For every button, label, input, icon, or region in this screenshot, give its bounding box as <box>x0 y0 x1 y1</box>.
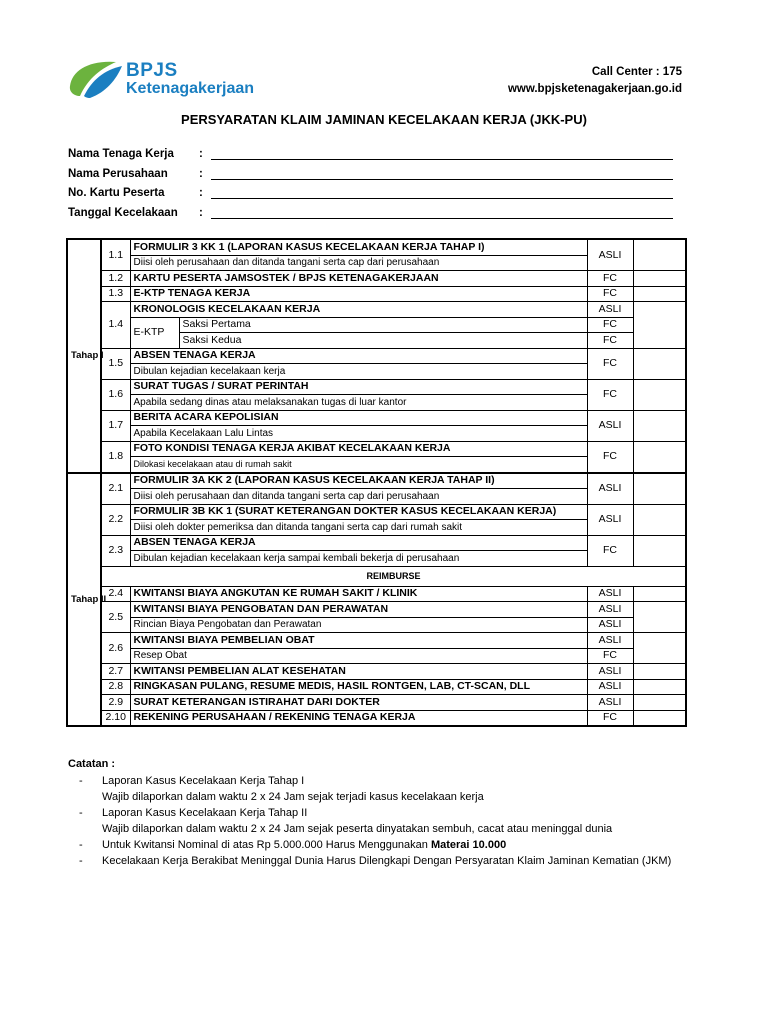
table-row <box>67 348 686 364</box>
table-row <box>67 535 686 551</box>
note-item <box>68 805 671 821</box>
status-cell: FC <box>587 348 633 379</box>
check-cell[interactable] <box>633 286 686 302</box>
status-cell: ASLI <box>587 302 633 318</box>
bpjs-logo <box>66 56 266 102</box>
table-row <box>67 602 686 618</box>
check-cell[interactable] <box>633 410 686 441</box>
document-title: RINGKASAN PULANG, RESUME MEDIS, HASIL RONTGEN, LAB, CT-SCAN, DLL <box>130 679 587 695</box>
field-label: No. Kartu Peserta <box>68 187 165 199</box>
status-cell: ASLI <box>587 633 633 649</box>
table-row <box>67 317 686 333</box>
document-note: Diisi oleh perusahaan dan ditanda tangani serta cap dari perusahaan <box>130 255 587 271</box>
requirements-table <box>66 238 687 727</box>
field-label: Nama Perusahaan <box>68 167 168 180</box>
table-row <box>67 410 686 426</box>
table-row <box>67 473 686 489</box>
document-title: FORMULIR 3A KK 2 (LAPORAN KASUS KECELAKAAN KERJA TAHAP II) <box>130 473 587 489</box>
status-cell: ASLI <box>587 410 633 441</box>
row-number: 2.2 <box>101 504 130 535</box>
bullet-dash: - <box>79 839 83 851</box>
status-cell: ASLI <box>587 664 633 680</box>
reimburse-header: REIMBURSE <box>101 566 686 586</box>
document-note: Diisi oleh perusahaan dan ditanda tangani serta cap dari perusahaan <box>130 489 587 505</box>
row-number: 2.5 <box>101 602 130 633</box>
document-title: SURAT KETERANGAN ISTIRAHAT DARI DOKTER <box>130 695 587 711</box>
tahap-2-label: Tahap II <box>67 473 101 727</box>
row-number: 2.7 <box>101 664 130 680</box>
document-sub-item: Saksi Pertama <box>179 317 587 333</box>
document-title: PERSYARATAN KLAIM JAMINAN KECELAKAAN KERJA (JKK-PU) <box>181 112 587 127</box>
check-cell[interactable] <box>633 302 686 349</box>
table-row <box>67 302 686 318</box>
field-colon: : <box>199 206 203 219</box>
document-title: ABSEN TENAGA KERJA <box>130 535 587 551</box>
note-sub-text: Wajib dilaporkan dalam waktu 2 x 24 Jam sejak terjadi kasus kecelakaan kerja <box>102 791 484 803</box>
field-blank-line[interactable] <box>211 159 673 160</box>
note-text: Untuk Kwitansi Nominal di atas Rp 5.000.000 Harus Menggunakan <box>102 839 431 851</box>
document-title: KRONOLOGIS KECELAKAAN KERJA <box>130 302 587 318</box>
check-cell[interactable] <box>633 348 686 379</box>
document-title: KWITANSI BIAYA PEMBELIAN OBAT <box>130 633 587 649</box>
check-cell[interactable] <box>633 710 686 726</box>
document-note: Dibulan kejadian kecelakaan kerja sampai kembali bekerja di perusahaan <box>130 551 587 567</box>
status-cell: FC <box>587 648 633 664</box>
bullet-dash: - <box>79 855 83 867</box>
row-number: 2.9 <box>101 695 130 711</box>
document-note: Dibulan kejadian kecelakaan kerja <box>130 364 587 380</box>
row-number: 2.8 <box>101 679 130 695</box>
document-note: Apabila Kecelakaan Lalu Lintas <box>130 426 587 442</box>
status-cell: ASLI <box>587 617 633 633</box>
document-note: Resep Obat <box>130 648 587 664</box>
table-row <box>67 633 686 649</box>
document-title: ABSEN TENAGA KERJA <box>130 348 587 364</box>
note-text: Laporan Kasus Kecelakaan Kerja Tahap II <box>102 807 308 819</box>
tahap-1-label: Tahap I <box>67 239 101 473</box>
document-note: Rincian Biaya Pengobatan dan Perawatan <box>130 617 587 633</box>
row-number: 1.8 <box>101 441 130 473</box>
table-row <box>67 441 686 457</box>
row-number: 1.2 <box>101 271 130 287</box>
table-row <box>67 679 686 695</box>
bullet-dash: - <box>79 807 83 819</box>
status-cell: ASLI <box>587 679 633 695</box>
document-title: FORMULIR 3B KK 1 (SURAT KETERANGAN DOKTER KASUS KECELAKAAN KERJA) <box>130 504 587 520</box>
catatan-notes <box>68 756 671 869</box>
row-number: 1.1 <box>101 239 130 271</box>
note-text: Kecelakaan Kerja Berakibat Meninggal Dunia Harus Dilengkapi Dengan Persyaratan Klaim Jaminan Kematian (JKM) <box>102 855 672 867</box>
document-title: KARTU PESERTA JAMSOSTEK / BPJS KETENAGAKERJAAN <box>130 271 587 287</box>
status-cell: ASLI <box>587 586 633 602</box>
check-cell[interactable] <box>633 504 686 535</box>
document-title: SURAT TUGAS / SURAT PERINTAH <box>130 379 587 395</box>
table-row <box>67 271 686 287</box>
field-blank-line[interactable] <box>211 198 673 199</box>
note-item <box>68 837 671 853</box>
document-sub-item: Saksi Kedua <box>179 333 587 349</box>
table-row <box>67 504 686 520</box>
table-row <box>67 566 686 586</box>
field-colon: : <box>199 187 203 199</box>
status-cell: ASLI <box>587 504 633 535</box>
check-cell[interactable] <box>633 586 686 602</box>
table-row <box>67 648 686 664</box>
document-title: FOTO KONDISI TENAGA KERJA AKIBAT KECELAKAAN KERJA <box>130 441 587 457</box>
table-row <box>67 617 686 633</box>
bpjs-logo-mark-icon <box>66 56 124 102</box>
table-row <box>67 710 686 726</box>
status-cell: FC <box>587 441 633 473</box>
status-cell: ASLI <box>587 473 633 505</box>
logo-text-bpjs: BPJS <box>126 60 178 81</box>
status-cell: FC <box>587 535 633 566</box>
check-cell[interactable] <box>633 633 686 664</box>
field-label: Tanggal Kecelakaan <box>68 206 178 219</box>
document-note: Dilokasi kecelakaan atau di rumah sakit <box>130 457 587 473</box>
document-title: KWITANSI PEMBELIAN ALAT KESEHATAN <box>130 664 587 680</box>
row-number: 2.10 <box>101 710 130 726</box>
document-note: Diisi oleh dokter pemeriksa dan ditanda tangani serta cap dari rumah sakit <box>130 520 587 536</box>
check-cell[interactable] <box>633 679 686 695</box>
field-blank-line[interactable] <box>211 179 673 180</box>
status-cell: FC <box>587 710 633 726</box>
row-number: 2.3 <box>101 535 130 566</box>
status-cell: FC <box>587 333 633 349</box>
row-number: 1.5 <box>101 348 130 379</box>
note-item <box>68 773 671 789</box>
table-row <box>67 586 686 602</box>
status-cell: ASLI <box>587 602 633 618</box>
note-text: Laporan Kasus Kecelakaan Kerja Tahap I <box>102 775 305 787</box>
check-cell[interactable] <box>633 271 686 287</box>
status-cell: ASLI <box>587 239 633 271</box>
table-row <box>67 664 686 680</box>
status-cell: ASLI <box>587 695 633 711</box>
table-row <box>67 379 686 395</box>
bullet-dash: - <box>79 775 83 787</box>
field-label: Nama Tenaga Kerja <box>68 148 174 160</box>
note-sub-text: Wajib dilaporkan dalam waktu 2 x 24 Jam sejak peserta dinyatakan sembuh, cacat atau meninggal dunia <box>102 823 613 835</box>
check-cell[interactable] <box>633 602 686 633</box>
check-cell[interactable] <box>633 695 686 711</box>
field-blank-line[interactable] <box>211 218 673 219</box>
row-number: 2.6 <box>101 633 130 664</box>
note-item <box>68 853 671 869</box>
check-cell[interactable] <box>633 473 686 505</box>
call-center: Call Center : 175 <box>591 66 682 78</box>
row-number: 1.6 <box>101 379 130 410</box>
row-number: 2.4 <box>101 586 130 602</box>
contact-info <box>508 64 682 98</box>
table-row <box>67 286 686 302</box>
check-cell[interactable] <box>633 535 686 566</box>
table-row <box>67 695 686 711</box>
check-cell[interactable] <box>633 239 686 271</box>
field-colon: : <box>199 148 203 160</box>
sub-label-ektp: E-KTP <box>130 317 179 348</box>
note-text-bold: Materai 10.000 <box>430 839 507 851</box>
check-cell[interactable] <box>633 379 686 410</box>
document-title: KWITANSI BIAYA ANGKUTAN KE RUMAH SAKIT / KLINIK <box>130 586 587 602</box>
document-title: KWITANSI BIAYA PENGOBATAN DAN PERAWATAN <box>130 602 587 618</box>
document-title: FORMULIR 3 KK 1 (LAPORAN KASUS KECELAKAAN KERJA TAHAP I) <box>130 239 587 255</box>
logo-text-ketenagakerjaan: Ketenagakerjaan <box>126 80 255 97</box>
document-title: REKENING PERUSAHAAN / REKENING TENAGA KERJA <box>130 710 587 726</box>
row-number: 1.4 <box>101 302 130 349</box>
document-title: BERITA ACARA KEPOLISIAN <box>130 410 587 426</box>
check-cell[interactable] <box>633 441 686 473</box>
website: www.bpjsketenagakerjaan.go.id <box>507 83 682 95</box>
row-number: 2.1 <box>101 473 130 505</box>
status-cell: FC <box>587 286 633 302</box>
document-note: Apabila sedang dinas atau melaksanakan tugas di luar kantor <box>130 395 587 411</box>
row-number: 1.3 <box>101 286 130 302</box>
catatan-title: Catatan : <box>68 758 116 770</box>
row-number: 1.7 <box>101 410 130 441</box>
field-colon: : <box>199 167 203 180</box>
status-cell: FC <box>587 379 633 410</box>
document-title: E-KTP TENAGA KERJA <box>130 286 587 302</box>
check-cell[interactable] <box>633 664 686 680</box>
table-row <box>67 239 686 255</box>
status-cell: FC <box>587 317 633 333</box>
status-cell: FC <box>587 271 633 287</box>
